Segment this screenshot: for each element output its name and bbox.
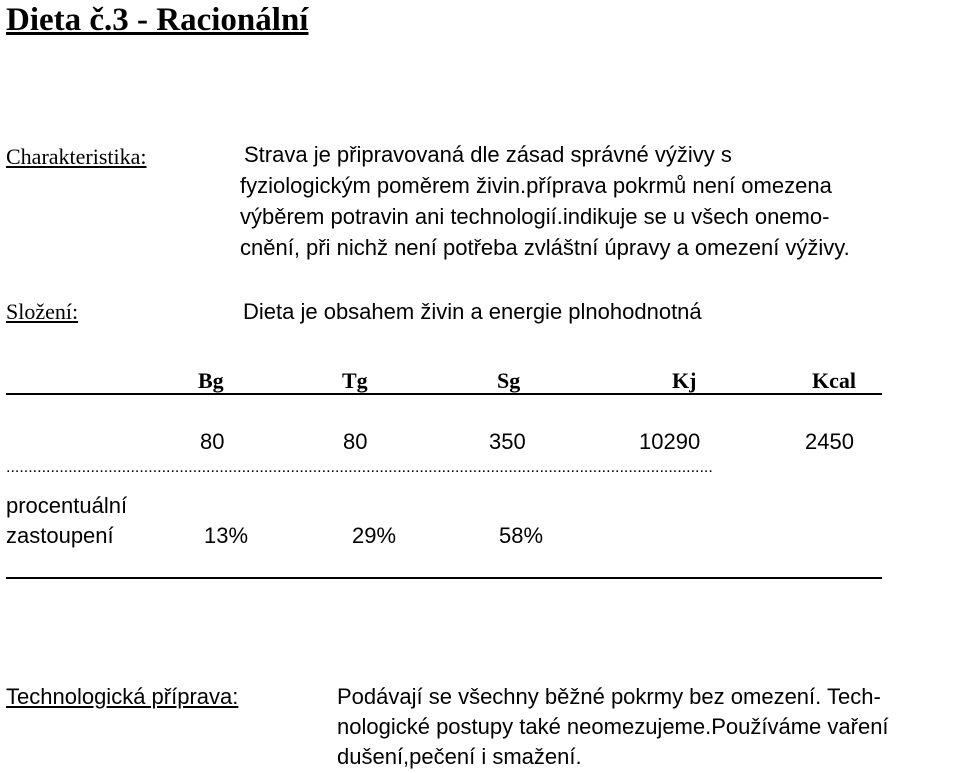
value-sg: 350 [489, 429, 526, 454]
percent-tg: 29% [352, 523, 397, 548]
characteristics-line-4: cnění, při nichž není potřeba zvláštní úpravy a omezení výživy. [240, 235, 850, 260]
dotted-separator: ............................................................................................................................................................... [6, 460, 713, 476]
characteristics-line-1: Strava je připravovaná dle zásad správné výživy s [244, 142, 732, 167]
value-kj: 10290 [639, 429, 701, 454]
header-sg: Sg [497, 368, 521, 393]
header-kcal: Kcal [812, 368, 856, 393]
technology-line-2: nologické postupy také neomezujeme.Používáme vaření [337, 714, 889, 739]
value-bg: 80 [200, 429, 225, 454]
value-kcal: 2450 [805, 429, 854, 454]
percent-label-2: zastoupení [6, 523, 114, 548]
technology-line-3: dušení,pečení i smažení. [337, 744, 582, 769]
value-tg: 80 [343, 429, 368, 454]
page-title: Dieta č.3 - Racionální [6, 2, 309, 38]
header-tg: Tg [342, 368, 368, 393]
header-kj: Kj [672, 368, 697, 393]
header-underline [6, 393, 882, 395]
percent-sg: 58% [499, 523, 544, 548]
header-bg: Bg [198, 368, 224, 393]
characteristics-line-2: fyziologickým poměrem živin.příprava pokrmů není omezena [240, 173, 832, 198]
percent-bg: 13% [204, 523, 249, 548]
composition-label: Složení: [6, 299, 79, 324]
percent-label-1: procentuální [6, 493, 128, 518]
percent-underline [6, 577, 882, 579]
composition-text: Dieta je obsahem živin a energie plnohodnotná [243, 299, 702, 324]
technology-label: Technologická příprava: [6, 684, 239, 709]
characteristics-label: Charakteristika: [6, 144, 147, 169]
characteristics-line-3: výběrem potravin ani technologií.indikuje se u všech onemo- [240, 204, 830, 229]
technology-line-1: Podávají se všechny běžné pokrmy bez omezení. Tech- [337, 684, 881, 709]
